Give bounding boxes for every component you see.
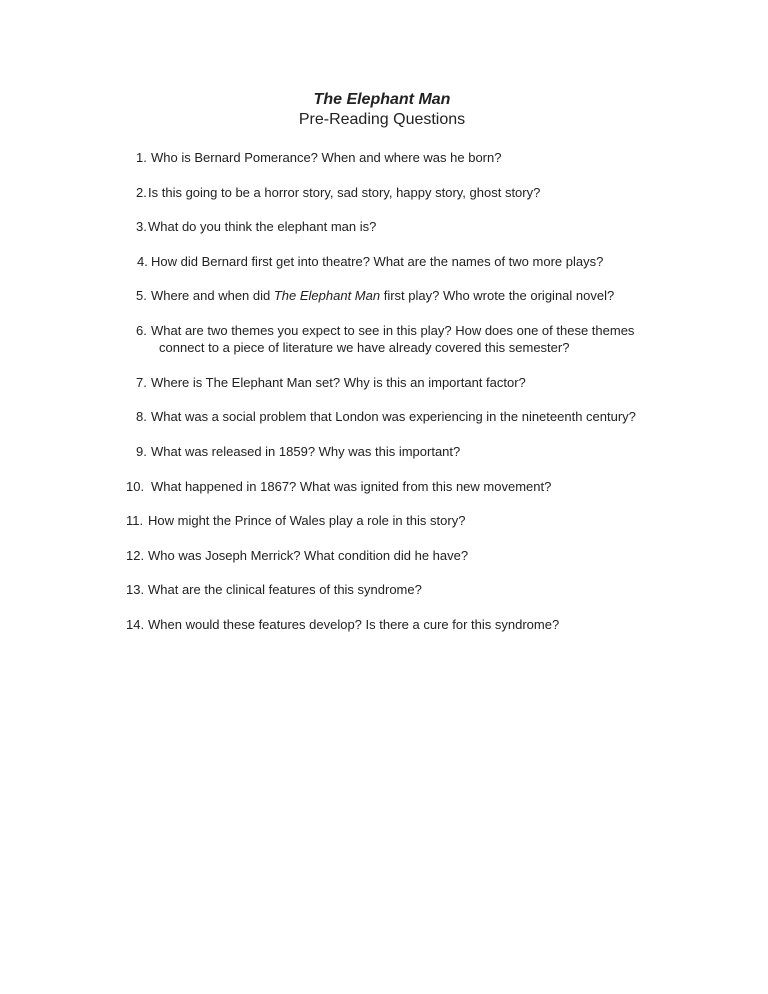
question-number: 3. [136,219,147,234]
question-number: 7. [136,375,147,390]
question-text: What happened in 1867? What was ignited from this new movement? [151,479,552,494]
question-number: 12. [126,548,145,563]
play-title-italic: The Elephant Man [273,288,381,303]
question-text: How did Bernard first get into theatre? What are the names of two more plays? [151,254,604,269]
question-number: 2. [136,185,147,200]
question-text: How might the Prince of Wales play a role in this story? [148,513,466,528]
question-text: What are the clinical features of this syndrome? [148,582,422,597]
question-number: 11. [126,513,144,528]
question-number: 10. [126,479,145,494]
question-number: 1. [136,150,147,165]
question-number: 4. [137,254,148,269]
question-text-continuation: connect to a piece of literature we have already covered this semester? [159,340,570,355]
question-text: What do you think the elephant man is? [148,219,377,234]
question-text-part: Where and when did [151,288,274,303]
question-number: 8. [136,409,147,424]
question-text: Who is Bernard Pomerance? When and where was he born? [151,150,502,165]
question-number: 9. [136,444,147,459]
question-text: What was a social problem that London was experiencing in the nineteenth century? [151,409,636,424]
question-text-part: first play? Who wrote the original novel? [380,288,615,303]
question-text [151,287,614,304]
question-text: What are two themes you expect to see in this play? How does one of these themes [151,323,635,338]
question-number: 6. [136,323,147,338]
question-text: When would these features develop? Is there a cure for this syndrome? [148,617,560,632]
question-number: 5. [136,288,147,303]
question-number: 13. [126,582,145,597]
question-text: Who was Joseph Merrick? What condition did he have? [148,548,469,563]
question-text: Where is The Elephant Man set? Why is this an important factor? [151,375,526,390]
question-text: Is this going to be a horror story, sad story, happy story, ghost story? [148,185,541,200]
question-text: What was released in 1859? Why was this important? [151,444,461,459]
document-subtitle: Pre-Reading Questions [298,111,466,128]
question-number: 14. [126,617,145,632]
document-title: The Elephant Man [313,91,451,108]
